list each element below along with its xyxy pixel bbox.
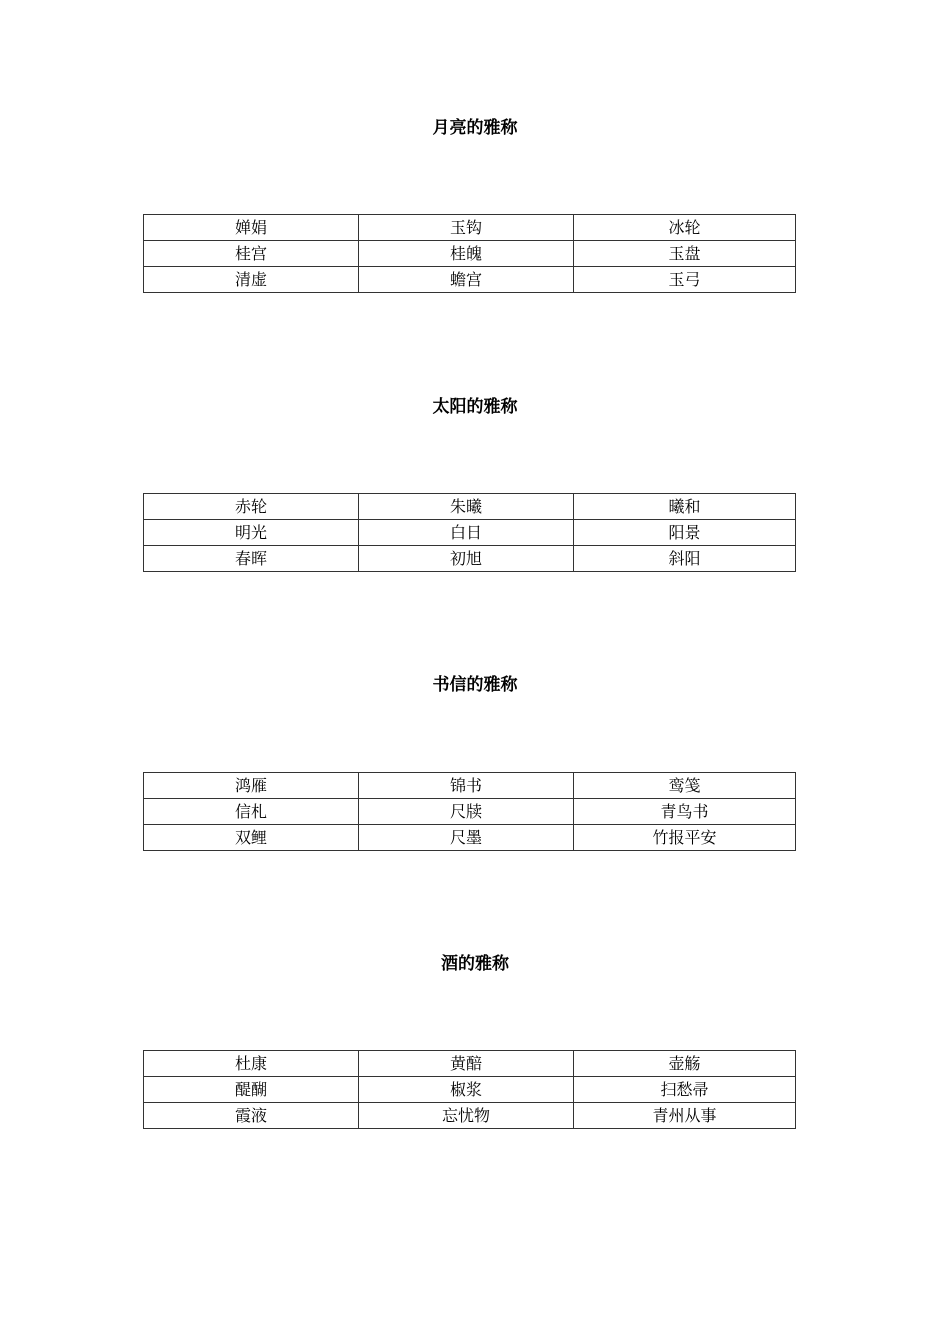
section-title-sun: 太阳的雅称	[432, 397, 518, 417]
table-cell: 桂魄	[359, 241, 574, 267]
table-cell: 尺墨	[359, 825, 574, 851]
table-cell: 蟾宫	[359, 267, 574, 293]
table-cell: 曦和	[574, 494, 796, 520]
table-cell: 青州从事	[574, 1103, 796, 1129]
table-row	[144, 520, 796, 546]
table-cell: 鸾笺	[574, 773, 796, 799]
table-cell: 扫愁帚	[574, 1077, 796, 1103]
table-cell: 黄醅	[359, 1051, 574, 1077]
table-cell: 杜康	[144, 1051, 359, 1077]
table-cell: 玉盘	[574, 241, 796, 267]
table-row	[144, 825, 796, 851]
table-cell: 竹报平安	[574, 825, 796, 851]
table-cell: 尺牍	[359, 799, 574, 825]
table-cell: 信札	[144, 799, 359, 825]
table-cell: 忘忧物	[359, 1103, 574, 1129]
table-cell: 清虚	[144, 267, 359, 293]
table-row	[144, 494, 796, 520]
table-cell: 赤轮	[144, 494, 359, 520]
table-row	[144, 773, 796, 799]
table-cell: 春晖	[144, 546, 359, 572]
section-title-letters: 书信的雅称	[432, 675, 518, 695]
wine-names-table	[143, 1050, 796, 1129]
table-cell: 鸿雁	[144, 773, 359, 799]
section-title-moon: 月亮的雅称	[432, 118, 518, 138]
table-cell: 冰轮	[574, 215, 796, 241]
sun-names-table	[143, 493, 796, 572]
table-cell: 椒浆	[359, 1077, 574, 1103]
table-cell: 阳景	[574, 520, 796, 546]
table-cell: 初旭	[359, 546, 574, 572]
table-cell: 醍醐	[144, 1077, 359, 1103]
table-row	[144, 1103, 796, 1129]
section-title-wine: 酒的雅称	[441, 954, 509, 974]
table-row	[144, 1051, 796, 1077]
table-cell: 朱曦	[359, 494, 574, 520]
table-row	[144, 1077, 796, 1103]
table-cell: 霞液	[144, 1103, 359, 1129]
table-cell: 青鸟书	[574, 799, 796, 825]
table-row	[144, 215, 796, 241]
table-row	[144, 546, 796, 572]
table-cell: 壶觞	[574, 1051, 796, 1077]
table-cell: 斜阳	[574, 546, 796, 572]
table-cell: 明光	[144, 520, 359, 546]
table-cell: 双鲤	[144, 825, 359, 851]
table-row	[144, 799, 796, 825]
table-cell: 玉钩	[359, 215, 574, 241]
table-cell: 白日	[359, 520, 574, 546]
table-cell: 桂宫	[144, 241, 359, 267]
table-cell: 婵娟	[144, 215, 359, 241]
moon-names-table	[143, 214, 796, 293]
table-row	[144, 267, 796, 293]
table-row	[144, 241, 796, 267]
table-cell: 玉弓	[574, 267, 796, 293]
letter-names-table	[143, 772, 796, 851]
table-cell: 锦书	[359, 773, 574, 799]
